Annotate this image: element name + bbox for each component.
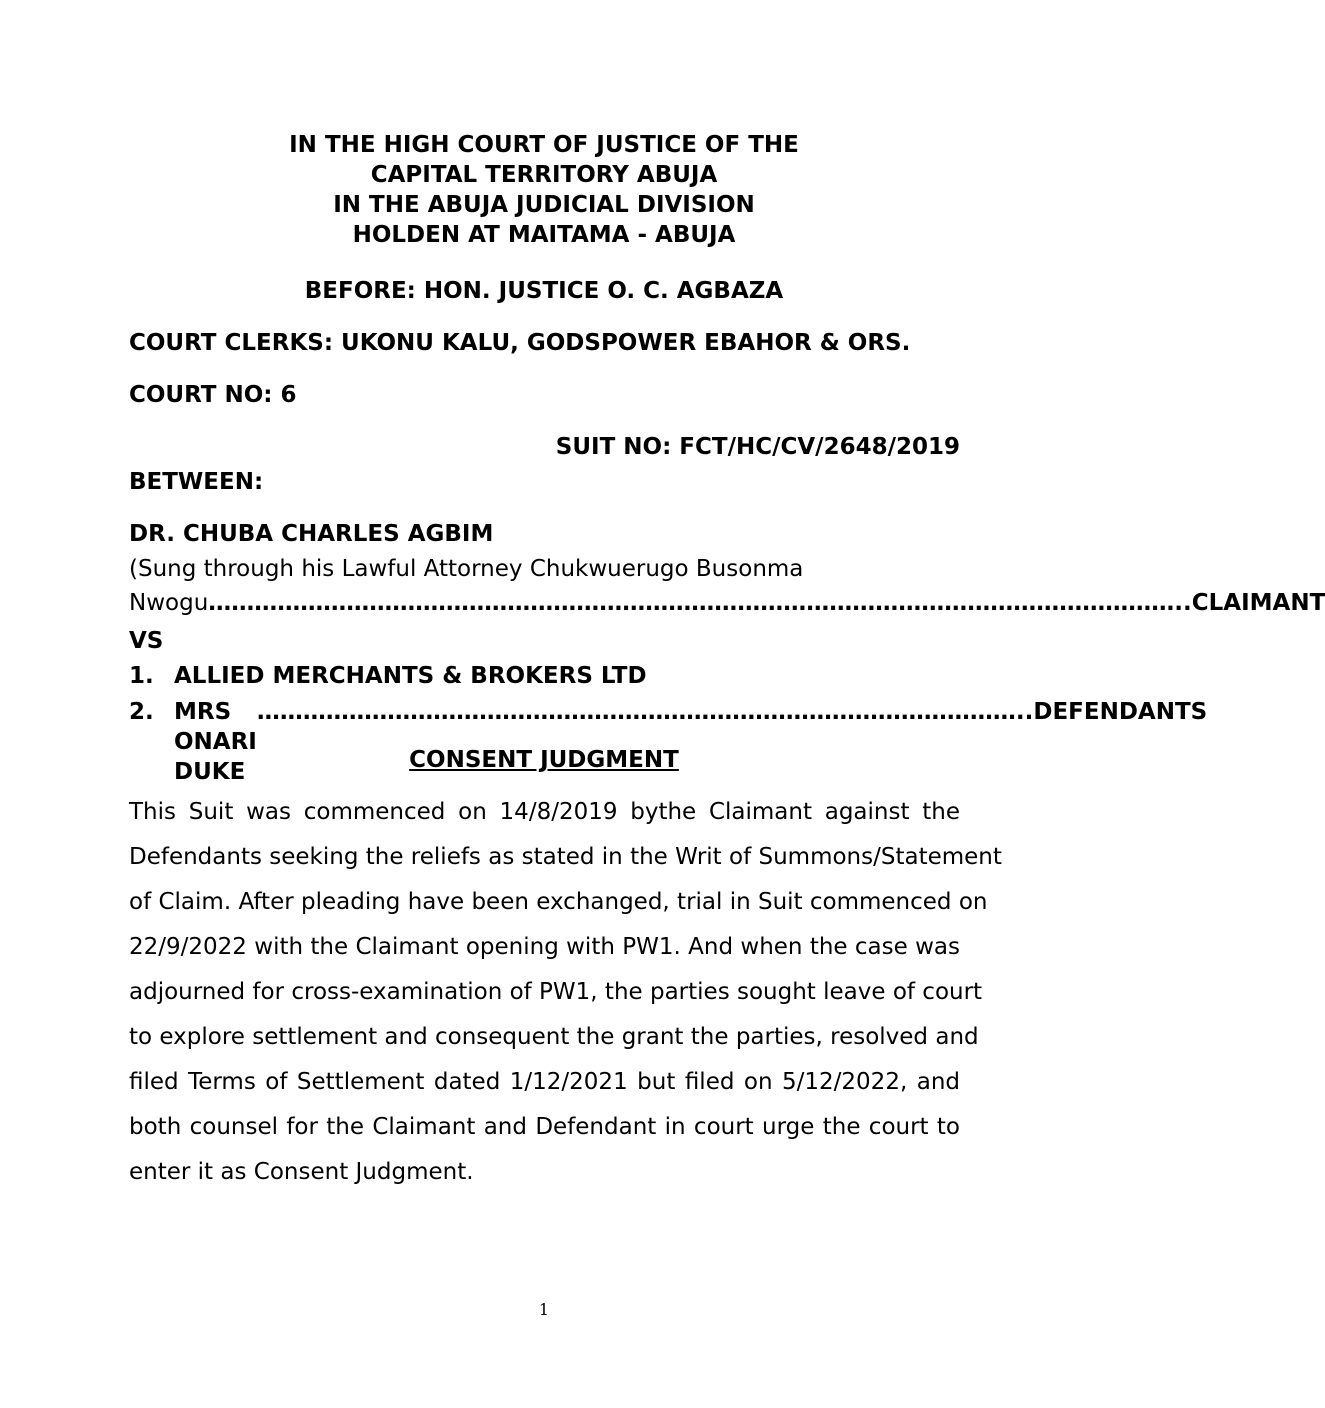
claimant-attorney-note: (Sung through his Lawful Attorney Chukwuerugo Busonma [129,556,804,582]
court-clerks: COURT CLERKS: UKONU KALU, GODSPOWER EBAHOR & ORS. [129,330,911,356]
between-label: BETWEEN: [129,469,264,495]
body-line: Defendants seeking the reliefs as stated in the Writ of Summons/Statement [129,844,1002,870]
claimant-role-line [129,588,1325,618]
body-line: filed Terms of Settlement dated 1/12/2021 but filed on 5/12/2022, and [129,1069,960,1095]
page-number: 1 [538,1300,550,1319]
dot-leader: ……………………………………………………………………………………………………………… [208,590,1175,616]
court-number: COURT NO: 6 [129,382,297,408]
body-line: adjourned for cross-examination of PW1, the parties sought leave of court [129,979,983,1005]
dot-leader: ……………………………………………………………………………………… [256,699,1016,725]
body-line: 22/9/2022 with the Claimant opening with PW1. And when the case was [129,934,960,960]
body-line: to explore settlement and consequent the grant the parties, resolved and [129,1024,979,1050]
court-heading-line-3: IN THE ABUJA JUDICIAL DIVISION [333,192,755,218]
body-line: This Suit was commenced on 14/8/2019 bythe Claimant against the [129,799,960,825]
versus-label: VS [129,628,164,654]
defendant-2-name: MRS ONARI DUKE [174,699,257,785]
court-heading-line-4: HOLDEN AT MAITAMA - ABUJA [352,222,736,248]
defendant-2-number: 2. [129,699,154,725]
defendants-role: ..DEFENDANTS [1015,699,1208,725]
court-heading-line-1: IN THE HIGH COURT OF JUSTICE OF THE [289,132,799,158]
defendant-1-number: 1. [129,663,154,689]
claimant-name: DR. CHUBA CHARLES AGBIM [129,521,494,547]
suit-number: SUIT NO: FCT/HC/CV/2648/2019 [555,434,960,460]
court-heading-line-2: CAPITAL TERRITORY ABUJA [370,162,718,188]
before-judge: BEFORE: HON. JUSTICE O. C. AGBAZA [304,278,784,304]
body-line: of Claim. After pleading have been exchanged, trial in Suit commenced on [129,889,988,915]
defendant-1-name: ALLIED MERCHANTS & BROKERS LTD [174,663,647,689]
judgment-title: CONSENT JUDGMENT [409,747,679,773]
claimant-role: ..CLAIMANT [1174,590,1325,616]
body-line: both counsel for the Claimant and Defendant in court urge the court to [129,1114,960,1140]
body-line: enter it as Consent Judgment. [129,1159,474,1185]
claimant-attorney-surname: Nwogu [129,590,209,616]
